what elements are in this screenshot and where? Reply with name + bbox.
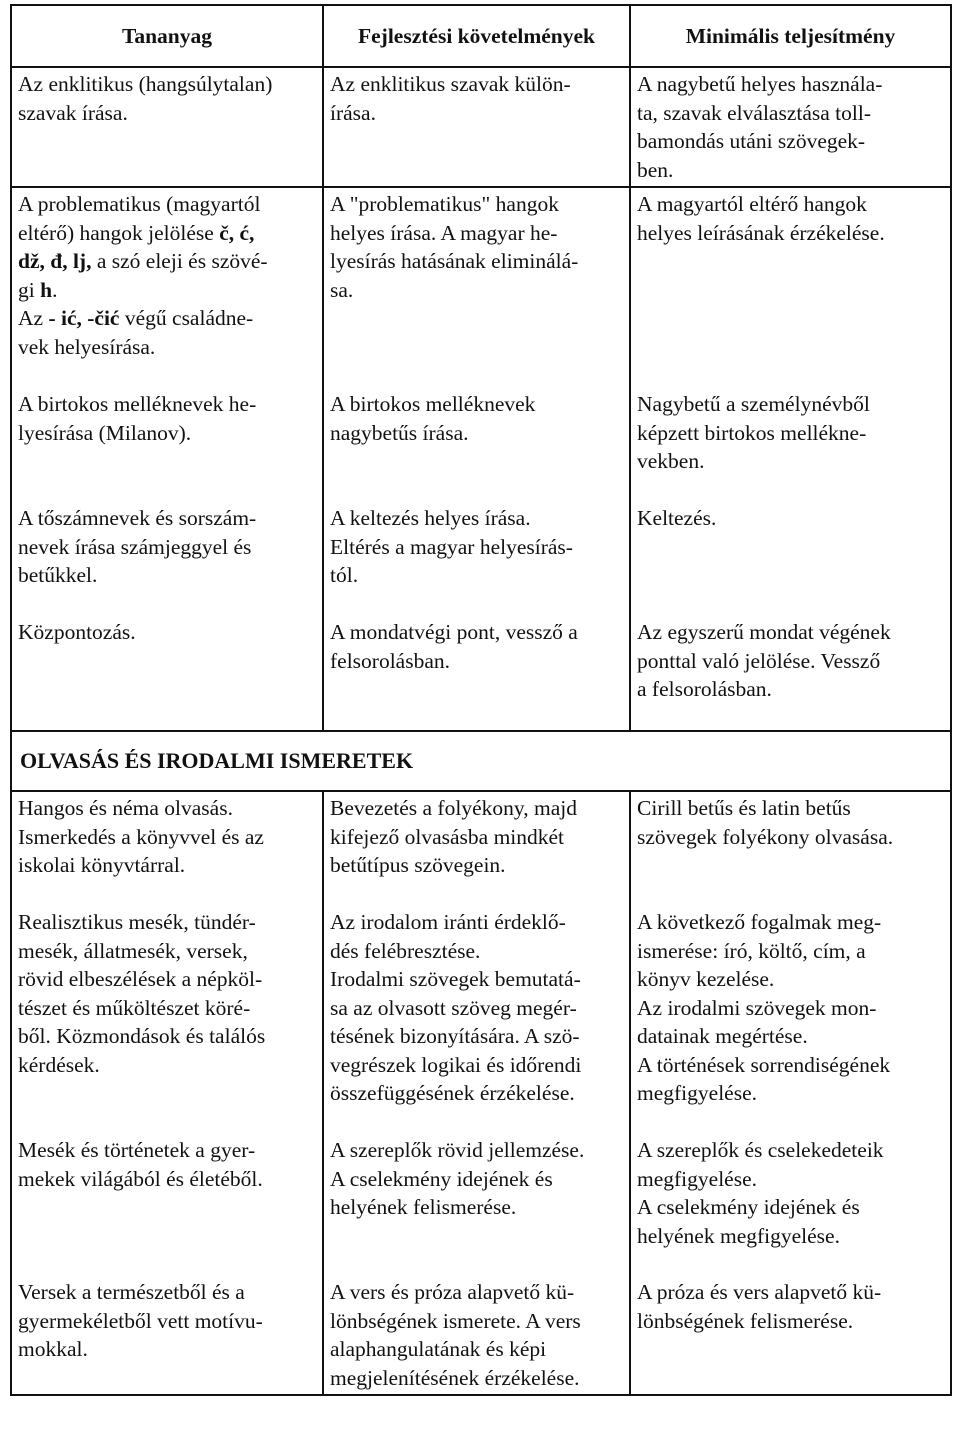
cell-tananyag: [11, 187, 323, 731]
cell-text: Cirill betűs és latin betűs szövegek folyékony olvasása.: [637, 796, 894, 849]
entry-punctuation: [637, 618, 944, 704]
table-row-group: [11, 187, 951, 731]
cell-kovetelmeny: [323, 67, 630, 187]
cell-text: Mesék és történetek a gyer- mekek világából és életéből.: [18, 1138, 263, 1191]
cell-text: Keltezés.: [637, 506, 717, 530]
curriculum-table: [10, 4, 952, 1396]
cell-text: A keltezés helyes írása. Eltérés a magyar helyesírás- tól.: [330, 506, 573, 587]
table-row: [11, 67, 951, 187]
bold-letters: č, ć, dž, đ, lj,: [18, 220, 255, 273]
curriculum-page: [10, 4, 950, 1396]
cell-text: A próza és vers alapvető kü- lönbségének felismerése.: [637, 1280, 882, 1333]
cell-text: Nagybetű a személynévből képzett birtokos mellékne- vekben.: [637, 392, 870, 473]
bold-letter-h: h: [40, 277, 53, 302]
bold-suffixes: - ić, -čić: [48, 306, 120, 330]
entry-stories: [18, 1136, 316, 1278]
cell-kovetelmeny: [323, 791, 630, 1395]
entry-reading: [637, 794, 944, 908]
section-heading-row: [11, 731, 951, 791]
cell-text: A birtokos melléknevek nagybetűs írása.: [330, 392, 536, 445]
cell-text: Versek a természetből és a gyermekéletből vett motívu- mokkal.: [18, 1280, 263, 1361]
entry-tales: [18, 908, 316, 1136]
text-part: A problematikus (magyartól eltérő) hangok jelölése: [18, 192, 261, 245]
cell-text: A következő fogalmak meg- ismerése: író, költő, cím, a könyv kezelése. Az irodalmi szövegek mon- datainak megértése. A történések sorrendiségének megfigyelése.: [637, 910, 891, 1105]
header-minimalis-teljesitmeny: Minimális teljesítmény: [630, 5, 951, 67]
cell-text: Az enklitikus (hangsúlytalan) szavak írása.: [18, 72, 273, 125]
entry-reading: [18, 794, 316, 908]
cell-text: Az irodalom iránti érdeklő- dés felébresztése. Irodalmi szövegek bemutatá- sa az olvasott szöveg megér- tésének bizonyítására. A szö- vegrészek logikai és időrendi összefüggésének érzékelése.: [330, 910, 582, 1105]
header-tananyag: Tananyag: [11, 5, 323, 67]
entry-possessive-adjectives: [330, 390, 623, 504]
entry-numerals: [637, 504, 944, 618]
cell-teljesitmeny: [630, 187, 951, 731]
cell-text: Központozás.: [18, 620, 136, 644]
entry-problematic-sounds: [18, 190, 316, 390]
cell-teljesitmeny: [630, 791, 951, 1395]
section-title: OLVASÁS ÉS IRODALMI ISMERETEK: [11, 731, 951, 791]
header-fejlesztesi-kovetelmenyek: Fejlesztési követelmények: [323, 5, 630, 67]
cell-text: Hangos és néma olvasás. Ismerkedés a könyvvel és az iskolai könyvtárral.: [18, 796, 264, 877]
entry-reading: [330, 794, 623, 908]
entry-punctuation: [330, 618, 623, 675]
entry-problematic-sounds: [330, 190, 623, 390]
text-part: végű családne- vek helyesírása.: [18, 306, 254, 359]
entry-poems: [637, 1278, 944, 1335]
cell-text: Az enklitikus szavak külön- írása.: [330, 72, 571, 125]
text-part: . Az: [18, 277, 58, 330]
cell-text: A szereplők és cselekedeteik megfigyelése. A cselekmény idejének és helyének megfigyelése.: [637, 1138, 884, 1248]
cell-text: A mondatvégi pont, vessző a felsorolásban.: [330, 620, 578, 673]
cell-text: [18, 190, 316, 361]
entry-tales: [330, 908, 623, 1136]
cell-tananyag: [11, 67, 323, 187]
cell-text: A vers és próza alapvető kü- lönbségének ismerete. A vers alaphangulatának és képi megjelenítésének érzékelése.: [330, 1280, 581, 1390]
entry-numerals: [18, 504, 316, 618]
cell-text: Bevezetés a folyékony, majd kifejező olvasásba mindkét betűtípus szövegein.: [330, 796, 577, 877]
cell-text: A szereplők rövid jellemzése. A cselekmény idejének és helyének felismerése.: [330, 1138, 585, 1219]
header-row: [11, 5, 951, 67]
cell-text: A "problematikus" hangok helyes írása. A magyar he- lyesírás hatásának eliminálá- sa.: [330, 192, 579, 302]
cell-text: A tőszámnevek és sorszám- nevek írása számjeggyel és betűkkel.: [18, 506, 257, 587]
cell-text: Realisztikus mesék, tündér- mesék, állatmesék, versek, rövid elbeszélések a népköl- tészet és műköltészet köré- ből. Közmondások és találós kérdések.: [18, 910, 266, 1077]
cell-kovetelmeny: [323, 187, 630, 731]
entry-punctuation: [18, 618, 316, 647]
cell-text: Az egyszerű mondat végének ponttal való jelölése. Vessző a felsorolásban.: [637, 620, 891, 701]
entry-stories: [330, 1136, 623, 1278]
cell-tananyag: [11, 791, 323, 1395]
entry-poems: [330, 1278, 623, 1392]
cell-text: A birtokos melléknevek he- lyesírása (Milanov).: [18, 392, 257, 445]
entry-tales: [637, 908, 944, 1136]
text-part: a szó eleji és szövé- gi: [18, 249, 268, 302]
entry-possessive-adjectives: [637, 390, 944, 504]
cell-text: A magyartól eltérő hangok helyes leírásának érzékelése.: [637, 192, 885, 245]
entry-poems: [18, 1278, 316, 1364]
entry-problematic-sounds: [637, 190, 944, 390]
cell-text: A nagybetű helyes használa- ta, szavak elválasztása toll- bamondás utáni szövegek- ben.: [637, 72, 883, 182]
entry-numerals: [330, 504, 623, 618]
cell-teljesitmeny: [630, 67, 951, 187]
entry-possessive-adjectives: [18, 390, 316, 504]
table-row-group: [11, 791, 951, 1395]
entry-stories: [637, 1136, 944, 1278]
